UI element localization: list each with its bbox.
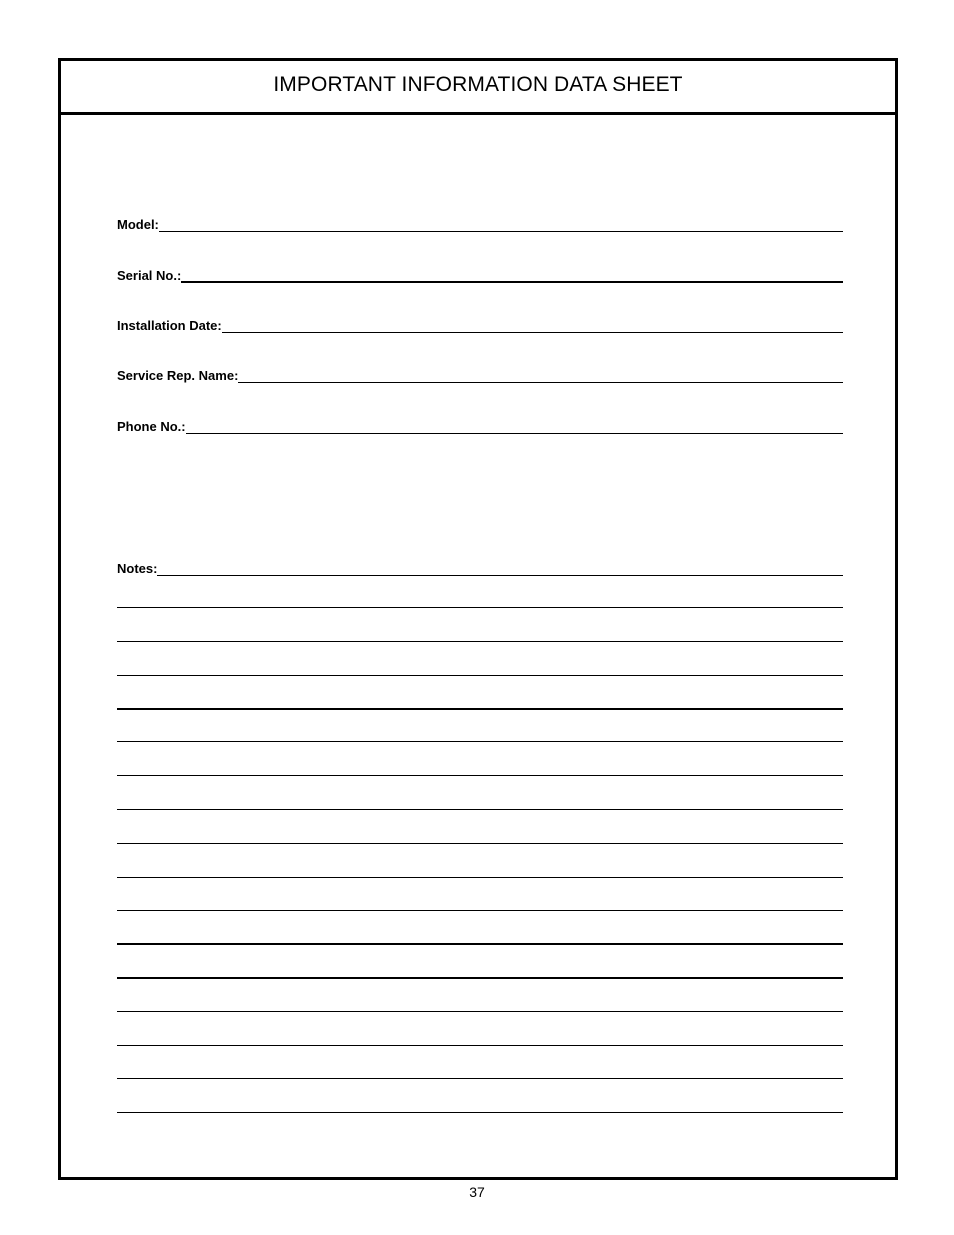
page-title: IMPORTANT INFORMATION DATA SHEET — [273, 73, 683, 96]
notes-line[interactable] — [117, 943, 843, 945]
notes-line[interactable] — [117, 607, 843, 608]
installation-date-label: Installation Date: — [117, 318, 222, 333]
notes-line[interactable] — [117, 1011, 843, 1012]
notes-line[interactable] — [117, 1112, 843, 1113]
serial-input-line[interactable] — [181, 281, 843, 283]
phone-label: Phone No.: — [117, 419, 186, 434]
model-input-line[interactable] — [159, 231, 843, 232]
service-rep-input-line[interactable] — [238, 382, 843, 383]
serial-field[interactable] — [117, 264, 843, 284]
notes-line[interactable] — [117, 708, 843, 710]
notes-line[interactable] — [117, 1078, 843, 1079]
notes-line[interactable] — [117, 977, 843, 979]
notes-input-line[interactable] — [157, 575, 843, 576]
notes-field[interactable] — [117, 557, 843, 577]
notes-line[interactable] — [117, 741, 843, 742]
serial-label: Serial No.: — [117, 268, 182, 283]
phone-input-line[interactable] — [186, 433, 843, 434]
notes-line[interactable] — [117, 877, 843, 878]
notes-label: Notes: — [117, 561, 158, 576]
page-number: 37 — [469, 1184, 485, 1200]
model-label: Model: — [117, 217, 159, 232]
installation-date-field[interactable] — [117, 314, 843, 334]
notes-line[interactable] — [117, 775, 843, 776]
title-bar — [61, 61, 895, 115]
data-sheet-frame — [58, 58, 898, 1180]
service-rep-field[interactable] — [117, 364, 843, 384]
installation-date-input-line[interactable] — [222, 332, 843, 333]
service-rep-label: Service Rep. Name: — [117, 368, 239, 383]
notes-line[interactable] — [117, 910, 843, 911]
notes-line[interactable] — [117, 675, 843, 676]
phone-field[interactable] — [117, 415, 843, 435]
notes-line[interactable] — [117, 641, 843, 642]
notes-line[interactable] — [117, 809, 843, 810]
model-field[interactable] — [117, 213, 843, 233]
notes-line[interactable] — [117, 843, 843, 844]
notes-line[interactable] — [117, 1045, 843, 1046]
